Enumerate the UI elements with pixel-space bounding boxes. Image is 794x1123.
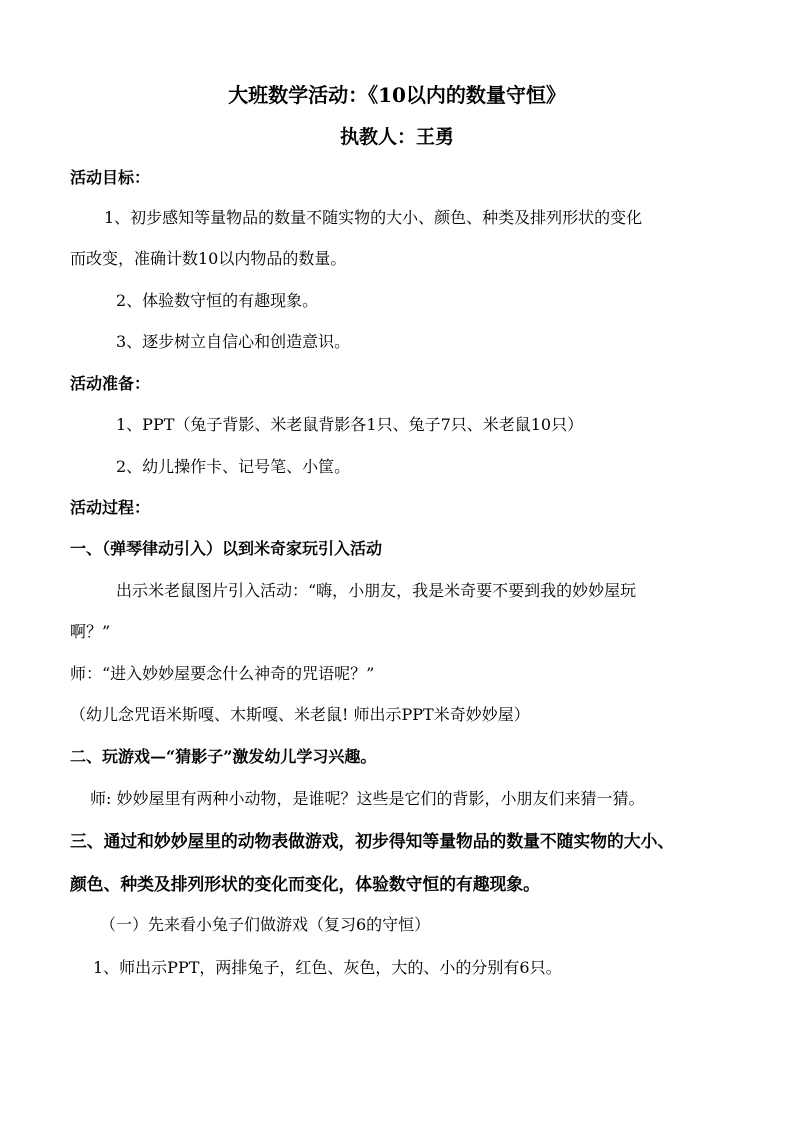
preparation-item: 1、PPT（兔子背影、米老鼠背影各1只、兔子7只、米老鼠10只） — [116, 415, 584, 434]
preparation-item: 2、幼儿操作卡、记号笔、小筐。 — [116, 457, 351, 476]
document-title: 大班数学活动：《10以内的数量守恒》 — [228, 83, 566, 107]
section2-heading: 二、玩游戏—“猜影子”激发幼儿学习兴趣。 — [70, 747, 377, 766]
section2-line: 师: 妙妙屋里有两种小动物，是谁呢？这些是它们的背影，小朋友们来猜一猜。 — [90, 789, 645, 808]
section1-line: （幼儿念咒语米斯嘎、木斯嘎、米老鼠! 师出示PPT米奇妙妙屋） — [70, 705, 530, 724]
goal-item-continued: 而改变，准确计数10以内物品的数量。 — [70, 249, 347, 268]
section1-heading: 一、（弹琴律动引入）以到米奇家玩引入活动 — [70, 539, 383, 558]
section1-line: 出示米老鼠图片引入活动：“嗨，小朋友，我是米奇要不要到我的妙妙屋玩 — [116, 581, 637, 600]
goal-item: 3、逐步树立自信心和创造意识。 — [116, 332, 351, 351]
section3-line: 1、师出示PPT，两排兔子，红色、灰色，大的、小的分别有6只。 — [93, 958, 562, 977]
section3-heading-continued: 颜色、种类及排列形状的变化而变化，体验数守恒的有趣现象。 — [70, 874, 540, 894]
goal-item: 2、体验数守恒的有趣现象。 — [116, 291, 319, 310]
preparation-heading: 活动准备： — [70, 374, 151, 393]
section1-line: 师：“进入妙妙屋要念什么神奇的咒语呢？” — [70, 664, 375, 683]
section1-line: 啊？” — [70, 622, 111, 641]
section3-line: （一）先来看小兔子们做游戏（复习6的守恒） — [100, 915, 431, 934]
section3-heading: 三、通过和妙妙屋里的动物表做游戏，初步得知等量物品的数量不随实物的大小、 — [70, 831, 675, 851]
goals-heading: 活动目标： — [70, 168, 151, 187]
process-heading: 活动过程： — [70, 498, 151, 517]
document-author: 执教人：王勇 — [339, 126, 454, 148]
goal-item: 1、初步感知等量物品的数量不随实物的大小、颜色、种类及排列形状的变化 — [104, 208, 643, 227]
